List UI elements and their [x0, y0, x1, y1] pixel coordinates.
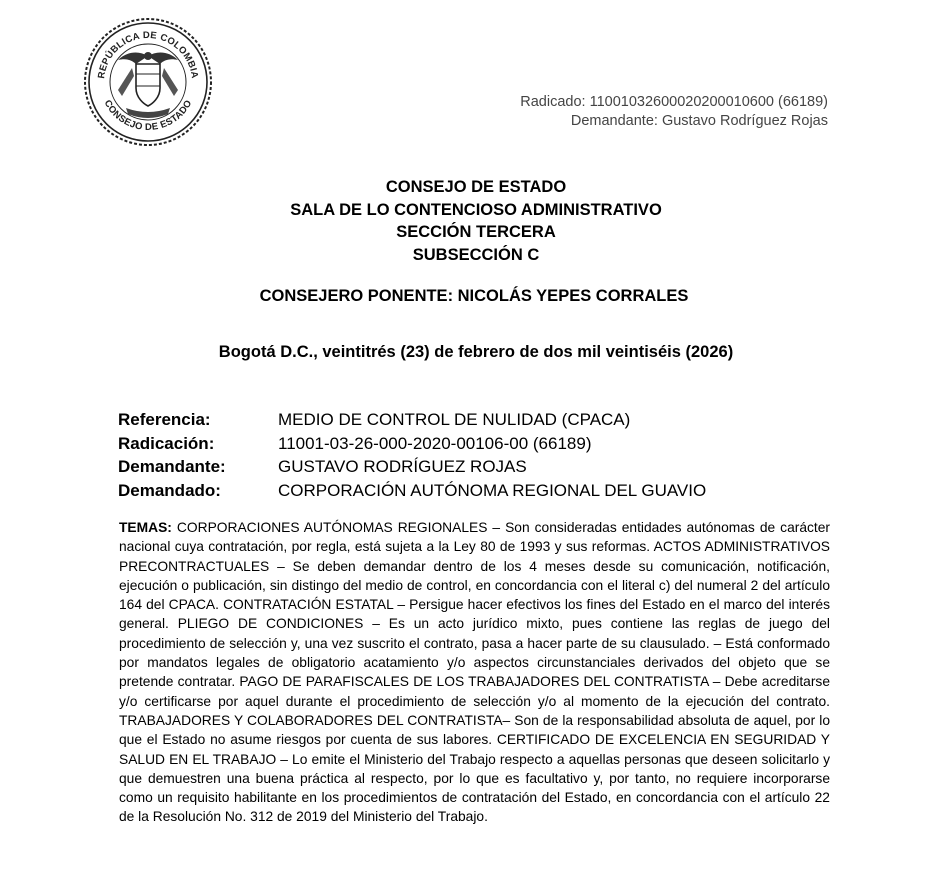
reference-value: GUSTAVO RODRÍGUEZ ROJAS: [278, 457, 527, 476]
seal-top-text: REPÚBLICA DE COLOMBIA: [96, 29, 200, 80]
reference-row: [118, 408, 706, 432]
reference-table: [118, 408, 706, 502]
seal-bottom-text: CONSEJO DE ESTADO: [101, 98, 195, 134]
temas-text: CORPORACIONES AUTÓNOMAS REGIONALES – Son consideradas entidades autónomas de carácter nacional cuya contratación, por regla, está sujeta a la Ley 80 de 1993 y sus reformas. ACTOS ADMINISTRATIVOS PRECONTRACTUALES – Se deben demandar dentro de los 4 meses desde su comunicación, notificación, ejecución o publicación, sin distingo del medio de control, en concordancia con el literal c) del numeral 2 del artículo 164 del CPACA. CONTRATACIÓN ESTATAL – Persigue hacer efectivos los fines del Estado en el marco del interés general. PLIEGO DE CONDICIONES – Es un acto jurídico mixto, pues contiene las reglas de juego del procedimiento de selección y, una vez suscrito el contrato, pasa a hacer parte de su clausulado. – Está conformado por mandatos legales de obligatorio acatamiento y/o aspectos circunstanciales derivados del objeto que se pretende contratar. PAGO DE PARAFISCALES DE LOS TRABAJADORES DEL CONTRATISTA – Debe acreditarse y/o certificarse por aquel durante el procedimiento de selección y/o al momento de la ejecución del contrato. TRABAJADORES Y COLABORADORES DEL CONTRATISTA– Son de la responsabilidad absoluta de aquel, por lo que el Estado no asume riesgos por cuenta de sus labores. CERTIFICADO DE EXCELENCIA EN SEGURIDAD Y SALUD EN EL TRABAJO – Lo emite el Ministerio del Trabajo respecto a aquellas personas que deseen solicitarlo y que demuestren una buena práctica al respecto, por lo que es facultativo y, por tanto, no requiere incorporarse como un requisito habilitante en los procedimientos de contratación del Estado, en concordancia con el artículo 22 de la Resolución No. 312 de 2019 del Ministerio del Trabajo.: [119, 520, 831, 825]
consejo-de-estado-seal: [82, 16, 214, 148]
reference-label: Radicación:: [118, 433, 215, 453]
reference-value: CORPORACIÓN AUTÓNOMA REGIONAL DEL GUAVIO: [278, 480, 707, 500]
reference-label: Referencia:: [118, 410, 211, 429]
title-line-1: CONSEJO DE ESTADO: [385, 178, 567, 196]
reference-value: MEDIO DE CONTROL DE NULIDAD (CPACA): [278, 410, 631, 429]
title-line-4: SUBSECCIÓN C: [412, 245, 540, 264]
consejero-ponente: CONSEJERO PONENTE: NICOLÁS YEPES CORRALES: [259, 287, 689, 305]
header-demandante: Demandante: Gustavo Rodríguez Rojas: [570, 113, 828, 129]
reference-label: Demandante:: [118, 457, 226, 476]
case-header: [520, 93, 828, 131]
reference-row: [118, 455, 706, 479]
temas-paragraph: [119, 518, 830, 827]
document-date: Bogotá D.C., veintitrés (23) de febrero de dos mil veintiséis (2026): [218, 343, 734, 361]
court-title: [0, 176, 952, 266]
header-radicado: Radicado: 11001032600020200010600 (66189): [520, 94, 828, 110]
reference-label: Demandado:: [118, 480, 221, 500]
title-line-2: SALA DE LO CONTENCIOSO ADMINISTRATIVO: [290, 200, 662, 219]
reference-row: [118, 432, 706, 456]
temas-label: TEMAS:: [119, 520, 172, 535]
seal-emblem-icon: [82, 16, 214, 148]
reference-row: [118, 479, 706, 503]
reference-value: 11001-03-26-000-2020-00106-00 (66189): [278, 433, 592, 453]
title-line-3: SECCIÓN TERCERA: [396, 223, 556, 241]
